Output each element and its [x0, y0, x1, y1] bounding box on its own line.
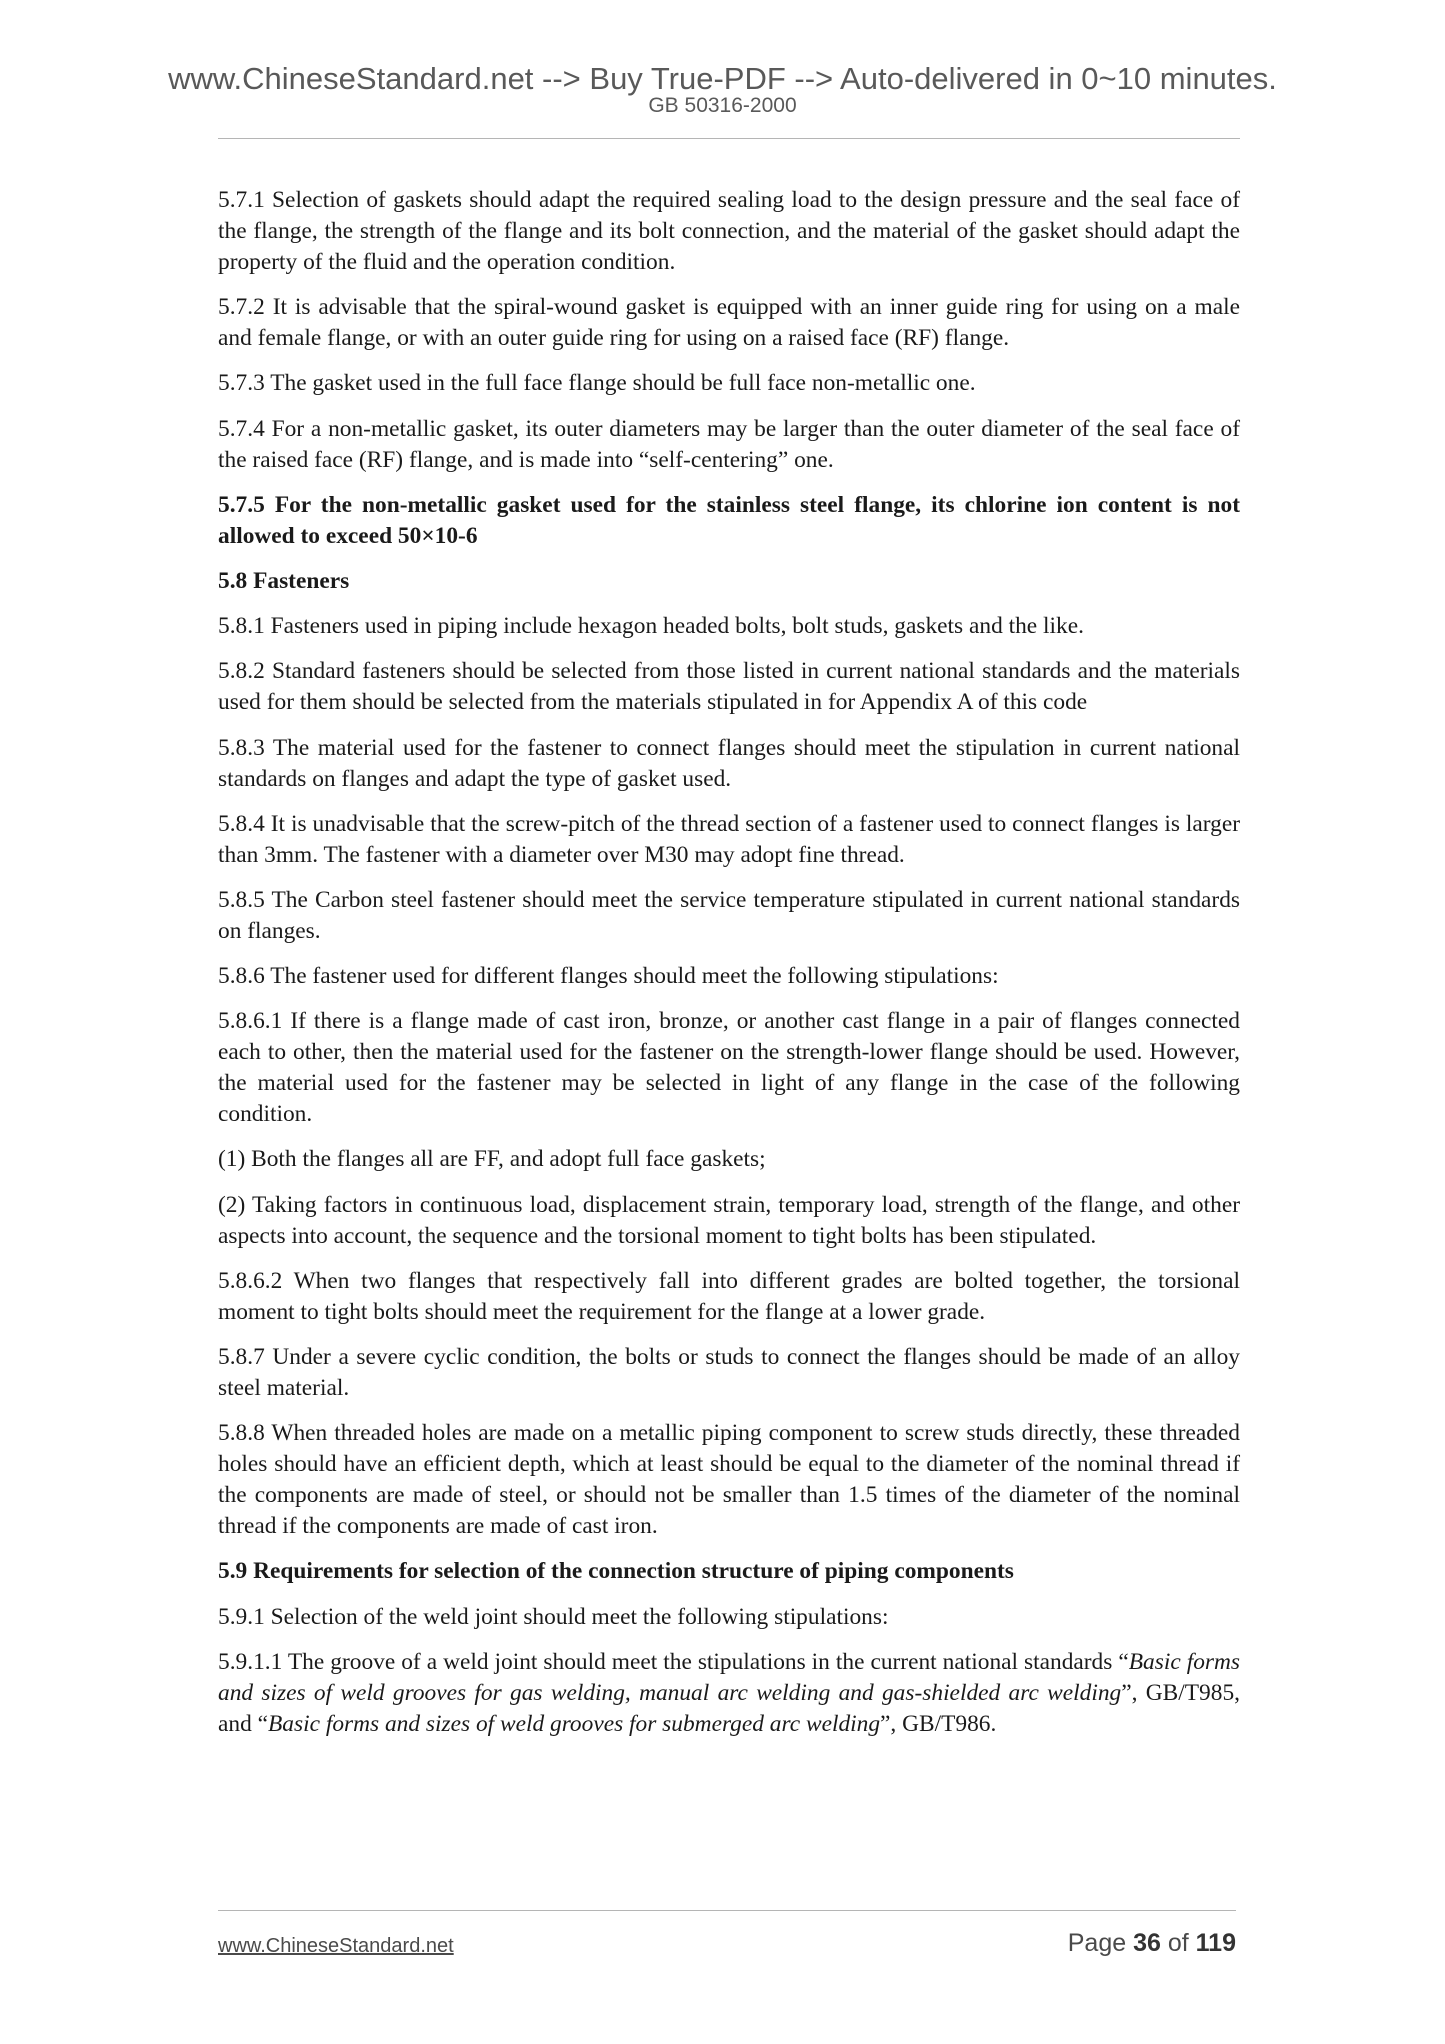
page-separator: of	[1160, 1929, 1196, 1957]
paragraph-text: 5.8.6.1 If there is a flange made of cast iron, bronze, or another cast flange in a pair of flanges connected each to other, then the material used for the fastener on the strength-lower flange should be used. However, the material used for the fastener may be selected in light of any flange in the case of the following condition.	[218, 1008, 1240, 1128]
page-prefix: Page	[1067, 1929, 1134, 1957]
page-total: 119	[1195, 1929, 1236, 1957]
paragraph	[218, 611, 1240, 642]
paragraph-text: 5.7.4 For a non-metallic gasket, its outer diameters may be larger than the outer diameter of the seal face of the raised face (RF) flange, and is made into “self-centering” one.	[218, 415, 1240, 473]
paragraph	[218, 1647, 1240, 1740]
paragraph-text: 5.8.7 Under a severe cyclic condition, the bolts or studs to connect the flanges should be made of an alloy steel material.	[218, 1344, 1240, 1401]
section-heading	[218, 566, 1240, 597]
page-number	[1040, 1929, 1236, 1958]
document-body	[218, 185, 1240, 1754]
paragraph	[218, 1190, 1240, 1252]
paragraph-text: (1) Both the flanges all are FF, and adopt full face gaskets;	[218, 1146, 766, 1173]
section-heading	[218, 1556, 1240, 1587]
paragraph-text: 5.8.4 It is unadvisable that the screw-pitch of the thread section of a fastener used to connect flanges is larger than 3mm. The fastener with a diameter over M30 may adopt fine thread.	[218, 810, 1240, 868]
cited-title: Basic forms and sizes of weld grooves for submerged arc welding	[268, 1710, 881, 1737]
paragraph-text: 5.8.2 Standard fasteners should be selected from those listed in current national standards and the materials used for them should be selected from the materials stipulated in for Appendix A of this code	[218, 658, 1240, 716]
paragraph	[218, 1602, 1240, 1633]
paragraph-text: 5.9.1 Selection of the weld joint should meet the following stipulations:	[218, 1603, 889, 1630]
paragraph	[218, 885, 1240, 947]
footer-site-link[interactable]: www.ChineseStandard.net	[218, 1935, 454, 1957]
paragraph	[218, 809, 1240, 871]
paragraph	[218, 1266, 1240, 1328]
paragraph	[218, 368, 1240, 399]
paragraph	[218, 961, 1240, 992]
page-current: 36	[1133, 1929, 1161, 1957]
paragraph-text: 5.9.1.1 The groove of a weld joint should meet the stipulations in the current national standards “	[218, 1648, 1129, 1675]
paragraph-text: ”, GB/T986.	[880, 1710, 997, 1737]
paragraph	[218, 1144, 1240, 1175]
header-divider	[218, 138, 1240, 139]
paragraph-text: 5.7.3 The gasket used in the full face flange should be full face non-metallic one.	[218, 370, 976, 397]
cited-title: Basic forms and sizes of weld grooves for gas welding, manual arc welding and gas-shielded arc welding	[218, 1648, 1240, 1706]
footer-divider	[218, 1910, 1236, 1911]
paragraph-text: 5.8.6.2 When two flanges that respectively fall into different grades are bolted together, the torsional moment to tight bolts should meet the requirement for the flange at a lower grade.	[218, 1267, 1240, 1325]
paragraph-text: 5.8 Fasteners	[218, 567, 350, 594]
header-banner: www.ChineseStandard.net --> Buy True-PDF --> Auto-delivered in 0~10 minutes.	[168, 61, 1277, 96]
paragraph	[218, 1006, 1240, 1130]
paragraph	[218, 656, 1240, 718]
section-heading	[218, 490, 1240, 552]
paragraph-text: 5.7.1 Selection of gaskets should adapt the required sealing load to the design pressure and the seal face of the flange, the strength of the flange and its bolt connection, and the material of the gasket should adapt the property of the fluid and the operation condition.	[218, 187, 1240, 275]
paragraph-text: 5.8.6 The fastener used for different flanges should meet the following stipulations:	[218, 963, 999, 990]
standard-code: GB 50316-2000	[648, 94, 797, 117]
paragraph-text: 5.7.2 It is advisable that the spiral-wound gasket is equipped with an inner guide ring for using on a male and female flange, or with an outer guide ring for using on a raised face (RF) flange.	[218, 294, 1240, 352]
paragraph	[218, 414, 1240, 476]
paragraph	[218, 1418, 1240, 1542]
paragraph-text: (2) Taking factors in continuous load, displacement strain, temporary load, strength of the flange, and other aspects into account, the sequence and the torsional moment to tight bolts has been stipulated.	[218, 1191, 1240, 1249]
paragraph-text: 5.8.5 The Carbon steel fastener should meet the service temperature stipulated in current national standards on flanges.	[218, 886, 1240, 944]
paragraph-text: 5.7.5 For the non-metallic gasket used for the stainless steel flange, its chlorine ion content is not allowed to exceed 50×10-6	[218, 491, 1240, 549]
paragraph-text: ”, GB/T985, and “	[218, 1679, 1240, 1737]
paragraph-text: 5.8.1 Fasteners used in piping include hexagon headed bolts, bolt studs, gaskets and the like.	[218, 613, 1084, 640]
paragraph-text: 5.8.3 The material used for the fastener to connect flanges should meet the stipulation in current national standards on flanges and adapt the type of gasket used.	[218, 734, 1240, 792]
paragraph	[218, 292, 1240, 354]
paragraph-text: 5.8.8 When threaded holes are made on a metallic piping component to screw studs directly, these threaded holes should have an efficient depth, which at least should be equal to the diameter of the nominal thread if the components are made of steel, or should not be smaller than 1.5 times of the diameter of the nominal thread if the components are made of cast iron.	[218, 1420, 1240, 1540]
paragraph	[218, 733, 1240, 795]
paragraph	[218, 185, 1240, 278]
paragraph	[218, 1342, 1240, 1404]
paragraph-text: 5.9 Requirements for selection of the connection structure of piping components	[218, 1558, 1014, 1585]
